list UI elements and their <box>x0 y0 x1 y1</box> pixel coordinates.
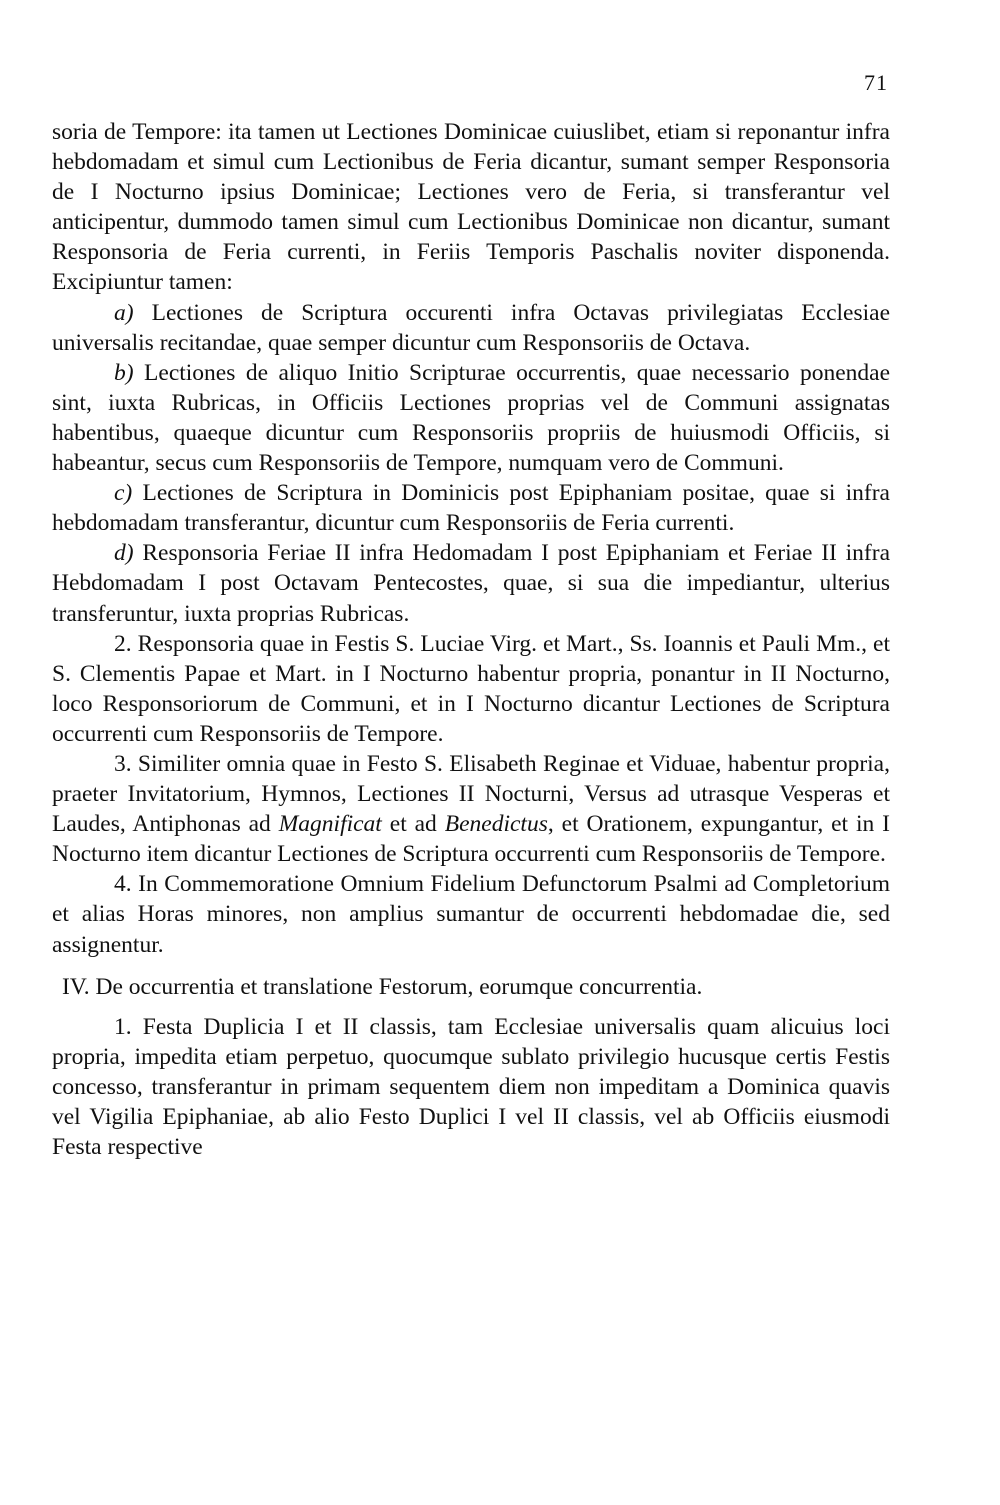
exception-d-text: Responsoria Feriae II infra Hedomadam I post Epiphaniam et Feriae II infra Hebdomadam I post Octavam Pentecostes, quae, si sua die impediantur, ulterius transferuntur, iuxta proprias Rubricas. <box>52 540 890 627</box>
exception-a-text: Lectiones de Scriptura occurenti infra Octavas privilegiatas Ecclesiae universalis recitandae, quae semper dicuntur cum Responsoriis de Octava. <box>52 299 890 356</box>
paragraph-continuation: soria de Tempore: ita tamen ut Lectiones Dominicae cuiuslibet, etiam si reponantur infra hebdomadam et simul cum Lectionibus de Feria dicantur, sumant semper Responsoria de I Nocturno ipsius Dominicae; Lectiones vero de Feria, si transferantur vel anticipentur, dummodo tamen simul cum Lectionibus Dominicae non dicantur, sumant Responsoria de Feria currenti, in Feriis Temporis Paschalis noviter disponenda. Excipiuntur tamen: <box>52 119 890 296</box>
exception-b-text: Lectiones de aliquo Initio Scripturae occurrentis, quae necessario ponendae sint, iuxta Rubricas, in Officiis Lectiones proprias vel de Communi assignatas habentibus, quaeque dicuntur cum Responsoriis propriis de huiusmodi Officiis, si habeantur, secus cum Responsoriis de Tempore, numquam vero de Communi. <box>52 359 890 477</box>
term-benedictus: Benedictus <box>444 811 548 838</box>
exception-c-text: Lectiones de Scriptura in Dominicis post Epiphaniam positae, quae si infra hebdomadam transferantur, dicuntur cum Responsoriis de Feria currenti. <box>52 480 890 537</box>
exception-b <box>52 358 890 478</box>
section-heading: IV. De occurrentia et translatione Festorum, eorumque concurrentia. <box>62 973 703 1000</box>
paragraph-3 <box>52 749 890 869</box>
exception-a <box>52 298 890 358</box>
page-body <box>52 117 890 1162</box>
paragraph-3-part-c: , et Orationem, expungantur, et in I Nocturno item dicantur Lectiones de Scriptura occurrenti cum Responsoriis de Tempore. <box>52 811 890 868</box>
list-letter-c: c) <box>114 480 133 507</box>
paragraph-2: 2. Responsoria quae in Festis S. Luciae Virg. et Mart., Ss. Ioannis et Pauli Mm., et S. Clementis Papae et Mart. in I Nocturno habentur propria, ponantur in II Nocturno, loco Responsoriorum de Communi, et in I Nocturno dicantur Lectiones de Scriptura occurrenti cum Responsoriis de Tempore. <box>52 630 890 747</box>
list-letter-d: d) <box>114 540 134 567</box>
paragraph-3-part-b: et ad <box>381 811 445 838</box>
term-magnificat: Magnificat <box>278 811 382 838</box>
page-number: 71 <box>864 70 888 95</box>
list-letter-b: b) <box>114 359 134 386</box>
paragraph-4: 4. In Commemoratione Omnium Fidelium Defunctorum Psalmi ad Completorium et alias Horas minores, non amplius sumantur de occurrenti hebdomadae die, sed assignentur. <box>52 871 890 958</box>
exception-c <box>52 478 890 538</box>
paragraph-3-part-a: 3. Similiter omnia quae in Festo S. Elisabeth Reginae et Viduae, habentur propria, praeter Invitatorium, Hymnos, Lectiones II Nocturni, Versus ad utrasque Vesperas et Laudes, Antiphonas ad <box>52 750 890 838</box>
exception-d <box>52 538 890 628</box>
section-paragraph-1: 1. Festa Duplicia I et II classis, tam Ecclesiae universalis quam alicuius loci propria, impedita etiam perpetuo, quocumque sublato privilegio hucusque certis Festis concesso, transferantur in primam sequentem diem non impeditam a Dominica quavis vel Vigilia Epiphaniae, ab alio Festo Duplici I vel II classis, vel ab Officiis eiusmodi Festa respective <box>52 1013 890 1161</box>
list-letter-a: a) <box>114 299 134 326</box>
